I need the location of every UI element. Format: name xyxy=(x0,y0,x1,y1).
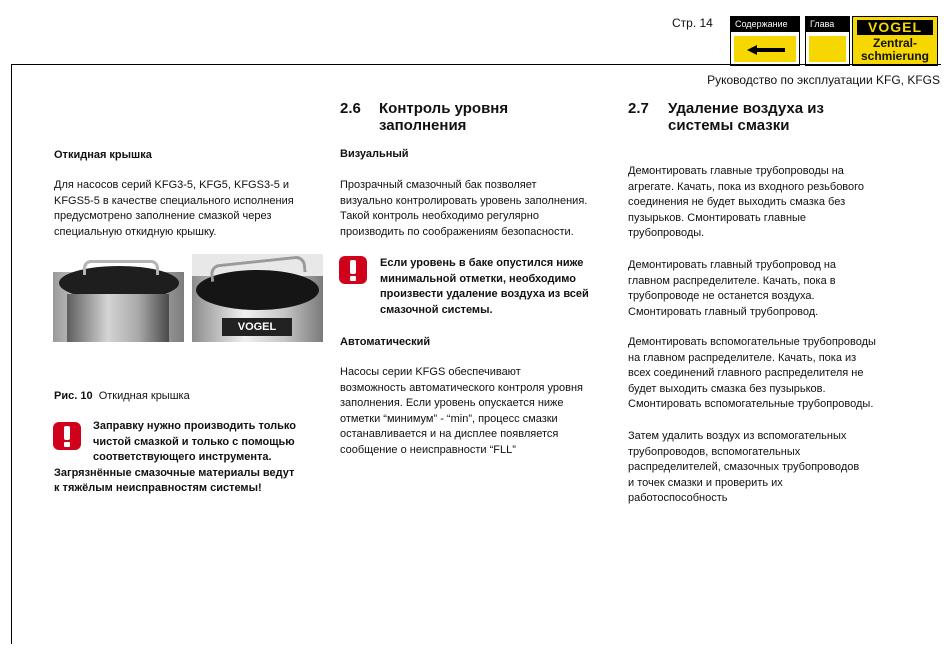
left-margin-rule xyxy=(11,64,12,644)
col3-para-3: Демонтировать вспомогательные трубопроводы на главном распределителе. Качать, пока из всех соединений главного распределителя не будет выходить смазка без пузырьков. Смонтировать вспомогательные трубопроводы. xyxy=(628,336,876,410)
pump-lid-photo-1 xyxy=(53,254,184,342)
col3-para-2: Демонтировать главный трубопровод на главном распределителе. Качать, пока в трубопроводе не останется воздуха. Смонтировать главный трубопровод. xyxy=(628,259,837,318)
contents-label: Содержание xyxy=(731,17,799,32)
chapter-label: Глава xyxy=(806,17,849,32)
logo-brand: VOGEL xyxy=(857,20,933,35)
photo-vogel-label: VOGEL xyxy=(222,318,292,336)
pump-lid-photo-2 xyxy=(192,254,323,342)
section-2-7-number: 2.7 xyxy=(628,100,649,117)
section-2-6-number: 2.6 xyxy=(340,100,361,117)
section-2-7-title: Удаление воздуха из системы смазки xyxy=(668,100,824,134)
col2-text-visual: Прозрачный смазочный бак позволяет визуально контролировать уровень заполнения. Такой контроль необходимо регулярно производить по соображениям безопасности. xyxy=(340,179,588,238)
arrow-left-icon xyxy=(747,45,785,55)
col1-text: Для насосов серий KFG3-5, KFG5, KFGS3-5 и KFGS5-5 в качестве специального исполнения предусмотрено заполнение смазкой через специальную откидную крышку. xyxy=(54,179,294,238)
col1-warning-head: Заправку нужно производить только чистой смазкой и только с помощью соответствующего инструмента. xyxy=(93,420,297,463)
vogel-logo[interactable] xyxy=(852,16,938,66)
col2-text-auto: Насосы серии KFGS обеспечивают возможность автоматического контроля уровня заполнения. Если уровень опускается ниже отметки “минимум” - “min”, процесс смазки останавливается и на дисплее появляется сообщение о неисправности “FLL” xyxy=(340,366,583,456)
col2-subtitle-visual: Визуальный xyxy=(340,148,409,160)
col3-para-4: Затем удалить воздух из вспомогательных трубопроводов, вспомогательных распределителей, смазочных трубопроводов и точек смазки и проверить их работоспособность xyxy=(628,430,860,504)
logo-line2: schmierung xyxy=(860,49,929,63)
logo-line1: Zentral- xyxy=(872,36,917,50)
header-rule xyxy=(11,64,941,65)
chapter-button[interactable] xyxy=(805,16,850,66)
col1-subtitle: Откидная крышка xyxy=(54,149,152,161)
figure-caption: Рис. 10 Откидная крышка xyxy=(54,390,190,402)
page-number: Стр. 14 xyxy=(672,16,713,30)
manual-title: Руководство по эксплуатации KFG, KFGS xyxy=(707,73,940,87)
col3-para-1: Демонтировать главные трубопроводы на агрегате. Качать, пока из входного резьбового соединения не будет выходить смазка без пузырьков. Смонтировать главные трубопроводы. xyxy=(628,165,865,239)
section-2-6-title: Контроль уровня заполнения xyxy=(379,100,509,134)
col2-subtitle-auto: Автоматический xyxy=(340,336,431,348)
warning-icon xyxy=(339,256,367,284)
col2-warning: Если уровень в баке опустился ниже минимальной отметки, необходимо произвести удаление воздуха из всей смазочной системы. xyxy=(380,257,589,316)
contents-button[interactable] xyxy=(730,16,800,66)
col1-warning-tail: Загрязнённые смазочные материалы ведут к тяжёлым неисправностям системы! xyxy=(54,466,295,494)
warning-icon xyxy=(53,422,81,450)
